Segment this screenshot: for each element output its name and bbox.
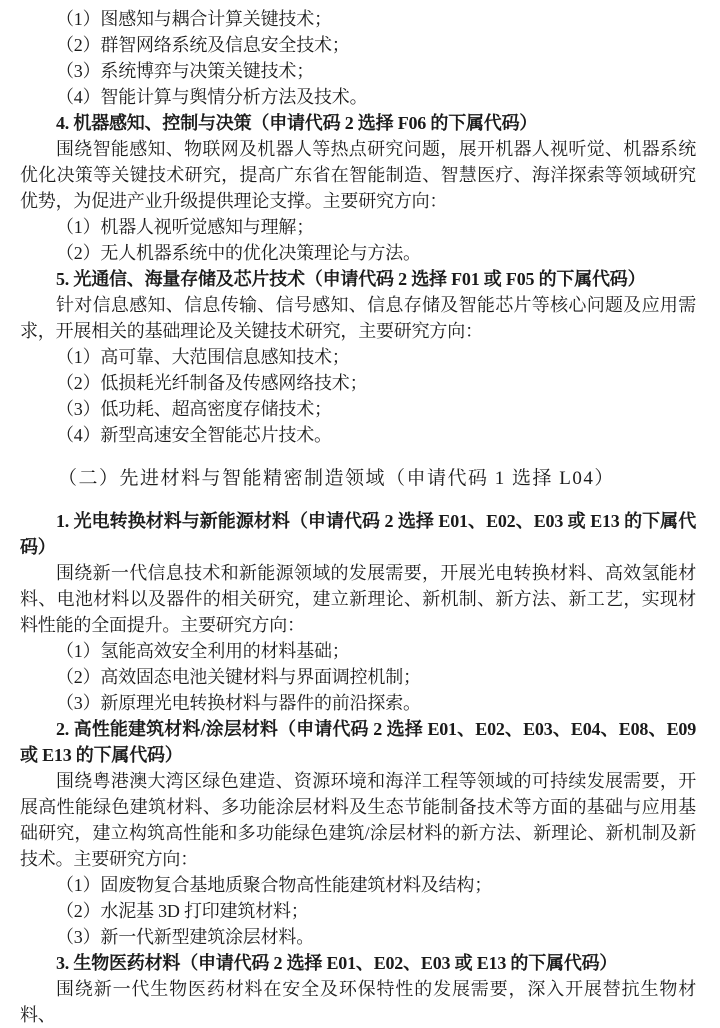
heading: 4. 机器感知、控制与决策（申请代码 2 选择 F06 的下属代码） (56, 113, 538, 133)
heading: 5. 光通信、海量存储及芯片技术（申请代码 2 选择 F01 或 F05 的下属代码） (56, 269, 646, 289)
list-item: （2）水泥基 3D 打印建筑材料； (56, 901, 309, 921)
list-item: （1）高可靠、大范围信息感知技术； (56, 347, 350, 367)
section-heading: （二）先进材料与智能精密制造领域（申请代码 1 选择 L04） (58, 468, 615, 489)
paragraph: 围绕新一代信息技术和新能源领域的发展需要，开展光电转换材料、高效氢能材料、电池材料以及器件的相关研究，建立新理论、新机制、新方法、新工艺，实现材料性能的全面提升。主要研究方向： (20, 563, 696, 635)
heading: 3. 生物医药材料（申请代码 2 选择 E01、E02、E03 或 E13 的下属代码） (56, 953, 618, 973)
list-item: （3）新一代新型建筑涂层材料。 (56, 927, 314, 947)
document-content (20, 6, 696, 1028)
heading: 1. 光电转换材料与新能源材料（申请代码 2 选择 E01、E02、E03 或 E13 的下属代码） (20, 511, 696, 557)
list-item: （2）群智网络系统及信息安全技术； (56, 35, 350, 55)
paragraph: 围绕新一代生物医药材料在安全及环保特性的发展需要，深入开展替抗生物材料、 (20, 979, 696, 1025)
list-item: （1）图感知与耦合计算关键技术； (56, 9, 332, 29)
list-item: （3）新原理光电转换材料与器件的前沿探索。 (56, 693, 421, 713)
list-item: （3）低功耗、超高密度存储技术； (56, 399, 332, 419)
list-item: （3）系统博弈与决策关键技术； (56, 61, 314, 81)
list-item: （4）新型高速安全智能芯片技术。 (56, 425, 332, 445)
list-item: （1）机器人视听觉感知与理解； (56, 217, 314, 237)
paragraph: 围绕智能感知、物联网及机器人等热点研究问题，展开机器人视听觉、机器系统优化决策等关键技术研究，提高广东省在智能制造、智慧医疗、海洋探索等领域研究优势，为促进产业升级提供理论支撑。主要研究方向： (20, 139, 696, 211)
list-item: （1）固废物复合基地质聚合物高性能建筑材料及结构； (56, 875, 492, 895)
paragraph: 针对信息感知、信息传输、信号感知、信息存储及智能芯片等核心问题及应用需求，开展相关的基础理论及关键技术研究，主要研究方向： (20, 295, 696, 341)
paragraph: 围绕粤港澳大湾区绿色建造、资源环境和海洋工程等领域的可持续发展需要，开展高性能绿色建筑材料、多功能涂层材料及生态节能制备技术等方面的基础与应用基础研究，建立构筑高性能和多功能绿色建筑/涂层材料的新方法、新理论、新机制及新技术。主要研究方向： (20, 771, 696, 869)
list-item: （1）氢能高效安全利用的材料基础； (56, 641, 350, 661)
heading: 2. 高性能建筑材料/涂层材料（申请代码 2 选择 E01、E02、E03、E04、E08、E09 或 E13 的下属代码） (20, 719, 696, 765)
list-item: （2）无人机器系统中的优化决策理论与方法。 (56, 243, 421, 263)
list-item: （2）高效固态电池关键材料与界面调控机制； (56, 667, 421, 687)
list-item: （2）低损耗光纤制备及传感网络技术； (56, 373, 368, 393)
list-item: （4）智能计算与舆情分析方法及技术。 (56, 87, 368, 107)
